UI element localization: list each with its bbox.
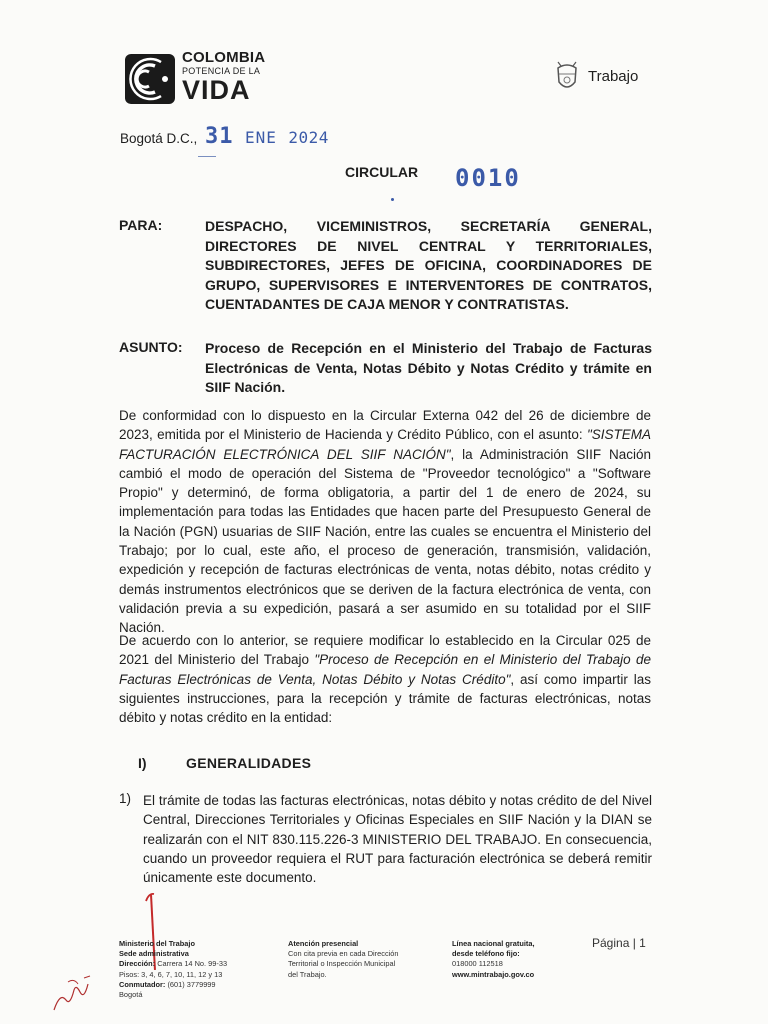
- section-number: I): [138, 755, 147, 771]
- para-label: PARA:: [119, 217, 163, 233]
- ministry-label: Trabajo: [588, 68, 639, 85]
- footer-city: Bogotá: [119, 990, 143, 1000]
- body-paragraph-1: [119, 406, 651, 638]
- footer-address: Carrera 14 No. 99-33: [157, 959, 228, 969]
- footer-hotline-title2: desde teléfono fijo:: [452, 949, 520, 959]
- para-recipients: DESPACHO, VICEMINISTROS, SECRETARÍA GENERAL, DIRECTORES DE NIVEL CENTRAL Y TERRITORIALES, SUBDIRECTORES, JEFES DE OFICINA, COORDINADORES DE GRUPO, SUPERVISORES E INTERVENTORES DE CONTRATOS, CUENTADANTES DE CAJA MENOR Y CONTRATISTAS.: [205, 218, 652, 312]
- body-paragraph-2: [119, 631, 651, 727]
- ink-dot: [391, 198, 394, 201]
- footer-hotline-title1: Línea nacional gratuita,: [452, 939, 535, 948]
- p2-italic: "Proceso de Recepción en el Ministerio del Trabajo de Facturas Electrónicas de Venta, Notas Débito y Notas Crédito": [119, 652, 652, 687]
- circular-number: 0010: [455, 164, 521, 192]
- logo-line-3: VIDA: [182, 75, 251, 105]
- footer-attention-l1: Con cita previa en cada Dirección: [288, 949, 399, 959]
- logo-line-1: COLOMBIA: [182, 49, 266, 66]
- circular-label: CIRCULAR: [345, 164, 419, 180]
- p1-italic: "SISTEMA FACTURACIÓN ELECTRÓNICA DEL SIIF NACIÓN": [119, 427, 651, 462]
- page-number: Página | 1: [592, 936, 646, 950]
- footer-website-link[interactable]: www.mintrabajo.gov.co: [452, 969, 535, 979]
- date-day: 31: [205, 124, 234, 149]
- item-text: El trámite de todas las facturas electrónicas, notas débito y notas crédito de del Nivel Central, Direcciones Territoriales y Oficinas Especiales en SIIF Nación y la DIAN se realizarán con el NIT 830.115.226-3 MINISTERIO DEL TRABAJO. En consecuencia, cuando un proveedor requiera el RUT para facturación electrónica se deberá remitir únicamente este documento.: [143, 793, 652, 886]
- stamped-date: [205, 124, 329, 149]
- footer-attention-title: Atención presencial: [288, 939, 359, 948]
- footer-hotline-number: 018000 112518: [452, 959, 503, 969]
- colombia-logo-text: [182, 50, 265, 104]
- divider: [198, 156, 216, 157]
- dateline-city: Bogotá D.C.,: [120, 131, 198, 146]
- p2-post: , así como impartir las siguientes instrucciones, para la recepción y trámite de facturas electrónicas, notas débito y notas crédito en la entidad:: [119, 671, 651, 726]
- footer-sede: Sede administrativa: [119, 949, 189, 959]
- footer-phone-label: Conmutador:: [119, 979, 166, 989]
- footer-attention-l2: Territorial o Inspección Municipal: [288, 959, 396, 969]
- section-title: GENERALIDADES: [186, 755, 312, 771]
- footer-col-address: [119, 939, 279, 1000]
- footer-attention-l3: del Trabajo.: [288, 969, 327, 979]
- red-ink-hook: [144, 890, 158, 902]
- coat-of-arms-icon: [552, 60, 582, 94]
- date-month: ENE: [244, 128, 277, 147]
- footer-col-attention: [288, 939, 443, 980]
- logo-line-2: POTENCIA DE LA: [182, 66, 261, 76]
- handwritten-initials: [48, 970, 98, 1014]
- p1-pre: De conformidad con lo dispuesto en la Circular Externa 042 del 26 de diciembre de 2023, emitida por el Ministerio de Hacienda y Crédito Público, con el asunto:: [119, 408, 651, 443]
- footer-phone: (601) 3779999: [167, 979, 216, 989]
- footer-ministry: Ministerio del Trabajo: [119, 939, 195, 948]
- p2-pre: De acuerdo con lo anterior, se requiere modificar lo establecido en la Circular 025 de 2021 del Ministerio del Trabajo: [119, 633, 651, 668]
- item-number: 1): [119, 791, 132, 806]
- footer-address-label: Dirección:: [119, 959, 156, 969]
- date-year: 2024: [288, 128, 329, 147]
- footer-floors: Pisos: 3, 4, 6, 7, 10, 11, 12 y 13: [119, 969, 223, 979]
- colombia-logo-icon: [125, 54, 175, 104]
- p1-post: , la Administración SIIF Nación cambió el modo de operación del Sistema de "Proveedor tecnológico" a "Software Propio" y determinó, de forma obligatoria, a partir del 1 de enero de 2024, su implementación para todas las Entidades que hacen parte del Presupuesto General de la Nación (PGN) usuarias de SIIF Nación, entre las cuales se encuentra el Ministerio del Trabajo; por lo cual, este año, el proceso de generación, transmisión, validación, expedición y recepción de facturas electrónicas de venta, notas débito, notas crédito y demás instrumentos electrónicos que se deriven de la factura electrónica de venta, con validación previa a su expedición, pasará a ser asumido en su totalidad por el SIIF Nación.: [119, 446, 652, 636]
- footer-col-hotline: [452, 939, 577, 980]
- asunto-label: ASUNTO:: [119, 339, 183, 355]
- asunto-text: Proceso de Recepción en el Ministerio del Trabajo de Facturas Electrónicas de Venta, Notas Débito y Notas Crédito y trámite en SIIF Nación.: [205, 340, 652, 395]
